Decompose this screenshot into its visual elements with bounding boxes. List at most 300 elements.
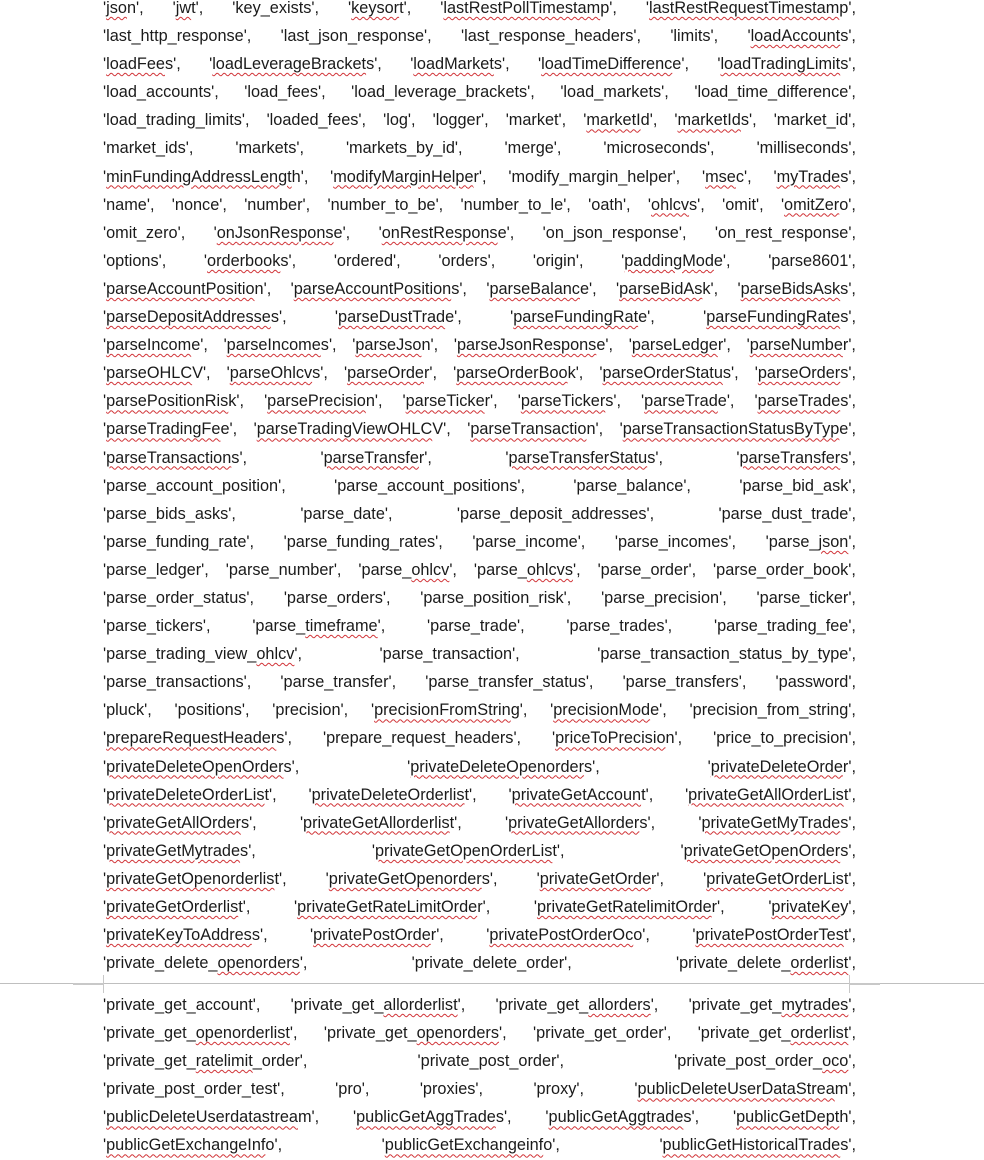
spellcheck-squiggle: parseFundingRate xyxy=(706,308,841,327)
identifier-token: 'parseDustTrade', xyxy=(334,308,462,327)
identifier-token: 'precision_from_string', xyxy=(689,701,856,720)
spellcheck-squiggle: allorderlist xyxy=(383,996,458,1014)
spellcheck-squiggle: mse xyxy=(705,167,736,186)
identifier-token: 'parseIncome', xyxy=(103,336,208,355)
identifier-token: 'precisionFromString', xyxy=(370,701,528,720)
document-page-2 xyxy=(103,991,856,1160)
text-line xyxy=(103,668,856,696)
identifier-token: 'parseTrade', xyxy=(641,392,735,411)
identifier-token: 'parse_transfer_status', xyxy=(425,673,594,692)
spellcheck-squiggle: privateGetOpenOrderLis xyxy=(374,841,553,860)
identifier-token: 'parse_transactions', xyxy=(103,673,252,692)
identifier-token: 'privateGetOpenorderlist', xyxy=(103,869,287,888)
spellcheck-squiggle: privateGetMyTrade xyxy=(701,813,841,832)
identifier-token: 'parseTrades', xyxy=(754,392,856,411)
spellcheck-squiggle: orderbook xyxy=(207,251,281,270)
identifier-token: 'parseOrderStatus', xyxy=(599,364,739,383)
identifier-token: 'publicGetAggtrades', xyxy=(545,1108,700,1127)
identifier-token: 'last_json_response', xyxy=(280,27,432,46)
identifier-token: 'parse_ledger', xyxy=(103,560,209,579)
text-line xyxy=(103,809,856,837)
text-line xyxy=(103,387,856,415)
spellcheck-squiggle: onJsonRespons xyxy=(216,223,334,242)
identifier-token: 'private_delete_order', xyxy=(411,954,572,973)
identifier-token: 'privatePostOrderOco', xyxy=(486,926,650,945)
identifier-token: 'parseDepositAddresses', xyxy=(103,308,287,327)
identifier-token: 'parsePositionRisk', xyxy=(103,392,245,411)
spellcheck-squiggle: loadAccount xyxy=(750,27,841,46)
identifier-token: 'onRestResponse', xyxy=(378,223,515,242)
spellcheck-squiggle: parseIncom xyxy=(106,336,192,355)
identifier-token: 'omit', xyxy=(722,195,764,214)
text-line xyxy=(103,696,856,724)
identifier-token: 'last_http_response', xyxy=(103,27,252,46)
identifier-token: 'parseTradingFee', xyxy=(103,420,238,439)
identifier-token: 'jwt', xyxy=(172,0,204,17)
spellcheck-squiggle: privateGetOrderLis xyxy=(706,869,844,888)
identifier-token: 'privatePostOrderTest', xyxy=(692,926,856,945)
identifier-token: 'privateGetAllOrders', xyxy=(103,813,257,832)
identifier-token: 'parseFundingRate', xyxy=(510,308,655,327)
identifier-token: 'load_accounts', xyxy=(103,83,219,102)
spellcheck-squiggle: ratelimit xyxy=(195,1052,253,1071)
identifier-token: 'parse_trading_view_ohlcv', xyxy=(103,645,303,664)
identifier-token: 'parse_account_positions', xyxy=(334,476,525,495)
identifier-token: 'number', xyxy=(244,195,311,214)
identifier-token: 'parseJson', xyxy=(352,336,439,355)
text-line xyxy=(103,949,856,977)
identifier-token: 'privateGetAllorders', xyxy=(505,813,656,832)
identifier-token: 'number_to_le', xyxy=(460,195,571,214)
spellcheck-squiggle: parseBidsAsk xyxy=(740,279,841,298)
identifier-token: 'privateGetOpenOrders', xyxy=(680,841,856,860)
identifier-token: 'parse_number', xyxy=(225,560,342,579)
identifier-token: 'parseBidsAsks', xyxy=(737,279,856,298)
spellcheck-squiggle: prepareRequestHeader xyxy=(106,729,277,748)
spellcheck-squiggle: parseTransactionStatusByTyp xyxy=(622,420,840,439)
identifier-token: 'omitZero', xyxy=(780,195,856,214)
identifier-token: 'loadLeverageBrackets', xyxy=(209,55,382,74)
spellcheck-squiggle: loadTradingLimit xyxy=(720,55,841,74)
identifier-token: 'pluck', xyxy=(103,701,152,720)
spellcheck-squiggle: privateGetRatelimitOrde xyxy=(536,898,712,916)
spellcheck-squiggle: privateGetOpenorderlis xyxy=(106,869,275,888)
text-line xyxy=(103,1019,856,1047)
identifier-token: 'last_response_headers', xyxy=(460,27,641,46)
spellcheck-squiggle: privateGetOrde xyxy=(539,869,652,888)
spellcheck-squiggle: lastRestRequestTimestam xyxy=(648,0,840,17)
identifier-token: 'prepareRequestHeaders', xyxy=(103,729,293,748)
spellcheck-squiggle: parseTrad xyxy=(644,392,718,411)
text-line xyxy=(103,472,856,500)
spellcheck-squiggle: publicGetHistoricalTrade xyxy=(662,1136,841,1155)
spellcheck-squiggle: orderlist xyxy=(790,1024,849,1043)
text-line xyxy=(103,500,856,528)
identifier-token: 'publicGetDepth', xyxy=(733,1108,856,1127)
identifier-token: 'parseFundingRates', xyxy=(703,308,856,327)
identifier-token: 'private_post_order', xyxy=(417,1052,565,1071)
identifier-token: 'limits', xyxy=(670,27,719,46)
identifier-token: 'parse_bids_asks', xyxy=(103,504,236,523)
identifier-token: 'proxy', xyxy=(533,1080,584,1099)
text-line xyxy=(103,612,856,640)
spellcheck-squiggle: onRestRespons xyxy=(381,223,498,242)
identifier-token: 'parse_trading_fee', xyxy=(713,617,856,636)
spellcheck-squiggle: ohlcv xyxy=(651,195,690,214)
spellcheck-squiggle: parseIncome xyxy=(226,336,321,355)
text-line xyxy=(103,893,856,921)
identifier-token: 'private_get_openorderlist', xyxy=(103,1024,298,1043)
spellcheck-squiggle: privateDeleteOrderlis xyxy=(311,785,465,804)
text-line xyxy=(103,991,856,1019)
crop-mark-top-right xyxy=(849,975,880,984)
identifier-token: 'privateGetRateLimitOrder', xyxy=(294,898,491,916)
text-line xyxy=(103,444,856,472)
spellcheck-squiggle: parseOrde xyxy=(347,364,424,383)
spellcheck-squiggle: parseTransfe xyxy=(323,448,419,467)
identifier-token: 'parse_trades', xyxy=(566,617,673,636)
identifier-token: 'load_leverage_brackets', xyxy=(351,83,535,102)
identifier-token: 'privateGetOrder', xyxy=(536,869,665,888)
identifier-token: 'privateKey', xyxy=(768,898,856,916)
identifier-token: 'private_get_allorders', xyxy=(495,996,659,1014)
spellcheck-squiggle: privateGetAllOrderLis xyxy=(688,785,844,804)
identifier-token: 'parseJsonResponse', xyxy=(453,336,614,355)
identifier-token: 'parse_transaction_status_by_type', xyxy=(597,645,856,664)
spellcheck-squiggle: parseAccountPosition xyxy=(293,279,452,298)
identifier-token: 'loadTimeDifference', xyxy=(537,55,689,74)
spellcheck-squiggle: parseOrderStatu xyxy=(602,364,723,383)
spellcheck-squiggle: priceToPrecisio xyxy=(555,729,666,748)
identifier-token: 'loadAccounts', xyxy=(747,27,856,46)
spellcheck-squiggle: parseJso xyxy=(355,336,422,355)
spellcheck-squiggle: ohlcv xyxy=(411,560,450,579)
identifier-token: 'on_rest_response', xyxy=(714,223,856,242)
identifier-token: 'parseTradingViewOHLCV', xyxy=(253,420,451,439)
spellcheck-squiggle: privateKeyToAddres xyxy=(106,926,252,945)
spellcheck-squiggle: parseAccountPositio xyxy=(106,279,255,298)
spellcheck-squiggle: marketId xyxy=(677,111,741,130)
identifier-token: 'privateGetOrderList', xyxy=(703,869,856,888)
identifier-token: 'privateDeleteOrderList', xyxy=(103,785,277,804)
spellcheck-squiggle: loadMarket xyxy=(413,55,494,74)
spellcheck-squiggle: parseDustTrad xyxy=(338,308,446,327)
text-line xyxy=(103,191,856,219)
identifier-token: 'privateDeleteOpenorders', xyxy=(407,757,600,776)
text-line xyxy=(103,106,856,134)
identifier-token: 'parseTransferStatus', xyxy=(505,448,663,467)
identifier-token: 'parse_ticker', xyxy=(756,588,856,607)
identifier-token: 'oath', xyxy=(588,195,631,214)
identifier-token: 'markets_by_id', xyxy=(345,139,463,158)
identifier-token: 'name', xyxy=(103,195,155,214)
identifier-token: 'privateGetOrderlist', xyxy=(103,898,251,916)
identifier-token: 'loadMarkets', xyxy=(410,55,510,74)
identifier-token: 'modifyMarginHelper', xyxy=(330,167,487,186)
text-line xyxy=(103,1075,856,1103)
identifier-token: 'lastRestPollTimestamp', xyxy=(440,0,617,17)
text-line xyxy=(103,219,856,247)
identifier-token: 'parseTicker', xyxy=(402,392,498,411)
identifier-token: 'number_to_be', xyxy=(327,195,444,214)
identifier-token: 'parse_transfer', xyxy=(280,673,397,692)
identifier-token: 'privateGetMyTrades', xyxy=(698,813,856,832)
spellcheck-squiggle: privateGetRateLimitOrde xyxy=(297,898,478,916)
identifier-token: 'parse_order_book', xyxy=(713,560,856,579)
text-line xyxy=(103,50,856,78)
spellcheck-squiggle: mytrades xyxy=(781,996,849,1014)
identifier-token: 'private_post_order_oco', xyxy=(674,1052,856,1071)
identifier-token: 'private_post_order_test', xyxy=(103,1080,285,1099)
identifier-token: 'minFundingAddressLength', xyxy=(103,167,309,186)
identifier-token: 'privateDeleteOrderlist', xyxy=(308,785,477,804)
identifier-token: 'privateDeleteOpenOrders', xyxy=(103,757,300,776)
spellcheck-squiggle: parseLedge xyxy=(631,336,718,355)
spellcheck-squiggle: publicDeleteUserDataStrea xyxy=(637,1080,835,1099)
spellcheck-squiggle: parsePrecisio xyxy=(267,392,366,411)
spellcheck-squiggle: allorders xyxy=(588,996,651,1014)
identifier-token: 'parse_transaction', xyxy=(379,645,520,664)
identifier-token: 'precisionMode', xyxy=(550,701,667,720)
spellcheck-squiggle: orderlist xyxy=(790,954,849,973)
spellcheck-squiggle: precisionFromStrin xyxy=(374,701,511,720)
identifier-token: 'onJsonResponse', xyxy=(213,223,351,242)
text-line xyxy=(103,247,856,275)
identifier-token: 'parseOrderBook', xyxy=(453,364,584,383)
text-line xyxy=(103,640,856,668)
identifier-token: 'market_id', xyxy=(773,111,856,130)
identifier-token: 'private_delete_orderlist', xyxy=(675,954,856,973)
identifier-token: 'json', xyxy=(103,0,144,17)
identifier-token: 'private_get_account', xyxy=(103,996,261,1014)
identifier-token: 'parseLedger', xyxy=(628,336,731,355)
spellcheck-squiggle: parsePositionRis xyxy=(106,392,229,411)
spellcheck-squiggle: parseDepositAddresse xyxy=(106,308,271,327)
identifier-token: 'parseTransaction', xyxy=(467,420,604,439)
spellcheck-squiggle: privateDeleteOrde xyxy=(710,757,843,776)
identifier-token: 'parse_transfers', xyxy=(622,673,747,692)
spellcheck-squiggle: openorders xyxy=(416,1024,499,1043)
spellcheck-squiggle: privateGetMytrade xyxy=(106,841,241,860)
spellcheck-squiggle: privatePostOrderOc xyxy=(489,926,634,945)
spellcheck-squiggle: parseTrade xyxy=(757,392,841,411)
spellcheck-squiggle: parseJsonRespons xyxy=(456,336,597,355)
text-line xyxy=(103,556,856,584)
identifier-token: 'parse_timeframe', xyxy=(252,617,386,636)
spellcheck-squiggle: marketI xyxy=(586,111,641,130)
spellcheck-squiggle: publicGetAggTrade xyxy=(356,1108,496,1127)
spellcheck-squiggle: parseBalanc xyxy=(489,279,580,298)
text-line xyxy=(103,584,856,612)
identifier-token: 'privateGetRatelimitOrder', xyxy=(533,898,725,916)
text-line xyxy=(103,163,856,191)
identifier-token: 'privateDeleteOrder', xyxy=(707,757,856,776)
text-line xyxy=(103,134,856,162)
identifier-token: 'parse_trade', xyxy=(427,617,525,636)
text-line xyxy=(103,1103,856,1131)
identifier-token: 'parse_dust_trade', xyxy=(718,504,856,523)
identifier-token: 'load_trading_limits', xyxy=(103,111,250,130)
identifier-token: 'privateGetAllOrderList', xyxy=(685,785,856,804)
identifier-token: 'loaded_fees', xyxy=(266,111,367,130)
identifier-token: 'parse_tickers', xyxy=(103,617,211,636)
identifier-token: 'parseIncomes', xyxy=(223,336,337,355)
spellcheck-squiggle: parseTransfer xyxy=(739,448,841,467)
identifier-token: 'password', xyxy=(775,673,856,692)
spellcheck-squiggle: parseTradingFe xyxy=(106,420,221,439)
identifier-token: 'privateGetOpenorders', xyxy=(325,869,498,888)
identifier-token: 'load_markets', xyxy=(560,83,669,102)
text-line xyxy=(103,528,856,556)
identifier-token: 'publicGetExchangeInfo', xyxy=(103,1136,283,1155)
crop-mark-top-left xyxy=(73,975,104,984)
spellcheck-squiggle: parseOhlcv xyxy=(229,364,313,383)
spellcheck-squiggle: ohlcvs xyxy=(526,560,573,579)
spellcheck-squiggle: minFundingAddressLengt xyxy=(106,167,292,186)
spellcheck-squiggle: privateDeleteOpenorder xyxy=(410,757,585,776)
spellcheck-squiggle: publicGetDept xyxy=(736,1108,840,1127)
spellcheck-squiggle: jso xyxy=(106,0,127,17)
spellcheck-squiggle: privateGetOpenOrder xyxy=(683,841,841,860)
identifier-token: 'logger', xyxy=(432,111,489,130)
text-line xyxy=(103,1047,856,1075)
identifier-token: 'priceToPrecision', xyxy=(552,729,683,748)
text-line xyxy=(103,0,856,22)
spellcheck-squiggle: privateKe xyxy=(771,898,841,916)
spellcheck-squiggle: loadFee xyxy=(106,55,165,74)
identifier-token: 'parseOhlcvs', xyxy=(226,364,328,383)
identifier-token: 'private_get_openorders', xyxy=(323,1024,507,1043)
identifier-token: 'markets', xyxy=(235,139,304,158)
spellcheck-squiggle: privateGetOpenorder xyxy=(328,869,482,888)
text-line xyxy=(103,78,856,106)
identifier-token: 'privateGetMytrades', xyxy=(103,841,256,860)
spellcheck-squiggle: publicDeleteUserdatastrea xyxy=(106,1108,298,1127)
spellcheck-squiggle: privateDeleteOrderLis xyxy=(106,785,265,804)
spellcheck-squiggle: publicGetAggtrade xyxy=(548,1108,684,1127)
document-page-1 xyxy=(103,0,856,977)
identifier-token: 'on_json_response', xyxy=(542,223,687,242)
identifier-token: 'parse_orders', xyxy=(283,588,391,607)
text-line xyxy=(103,275,856,303)
spellcheck-squiggle: openorders xyxy=(217,954,300,973)
identifier-token: 'load_time_difference', xyxy=(694,83,856,102)
identifier-token: 'orders', xyxy=(438,251,496,270)
text-line xyxy=(103,781,856,809)
identifier-token: 'parseTickers', xyxy=(517,392,622,411)
identifier-token: 'parse_json', xyxy=(765,532,856,551)
spellcheck-squiggle: lastRestPollTimestam xyxy=(443,0,601,17)
identifier-token: 'parse_position_risk', xyxy=(420,588,572,607)
text-line xyxy=(103,303,856,331)
identifier-token: 'parse_order_status', xyxy=(103,588,255,607)
identifier-token: 'parseTransfer', xyxy=(320,448,432,467)
spellcheck-squiggle: privateGetAllOrder xyxy=(106,813,241,832)
spellcheck-squiggle: privateGetOrderlis xyxy=(106,898,239,916)
identifier-token: 'parse_account_position', xyxy=(103,476,286,495)
identifier-token: 'keysort', xyxy=(348,0,412,17)
identifier-token: 'msec', xyxy=(702,167,752,186)
identifier-token: 'parseAccountPosition', xyxy=(103,279,272,298)
text-line xyxy=(103,331,856,359)
identifier-token: 'privateKeyToAddress', xyxy=(103,926,268,945)
identifier-token: 'publicGetAggTrades', xyxy=(353,1108,512,1127)
identifier-token: 'lastRestRequestTimestamp', xyxy=(645,0,856,17)
spellcheck-squiggle: oco xyxy=(822,1052,849,1071)
identifier-token: 'parseOrders', xyxy=(754,364,856,383)
spellcheck-squiggle: privateGetAllorderlis xyxy=(303,813,450,832)
identifier-token: 'ordered', xyxy=(333,251,401,270)
identifier-token: 'parse_ohlcvs', xyxy=(473,560,581,579)
identifier-token: 'microseconds', xyxy=(603,139,715,158)
identifier-token: 'privateGetAllorderlist', xyxy=(299,813,462,832)
identifier-token: 'privatePostOrder', xyxy=(310,926,444,945)
identifier-token: 'parseOHLCV', xyxy=(103,364,211,383)
spellcheck-squiggle: ohlcv xyxy=(256,645,295,664)
identifier-token: 'parse_deposit_addresses', xyxy=(456,504,655,523)
spellcheck-squiggle: timeframe xyxy=(305,617,378,636)
spellcheck-squiggle: publicGetExchangeInf xyxy=(106,1136,266,1155)
identifier-token: 'private_get_mytrades', xyxy=(688,996,856,1014)
identifier-token: 'parseAccountPositions', xyxy=(290,279,467,298)
text-line xyxy=(103,359,856,387)
text-line xyxy=(103,724,856,752)
identifier-token: 'private_get_allorderlist', xyxy=(290,996,466,1014)
spellcheck-squiggle: parseTicke xyxy=(405,392,485,411)
identifier-token: 'parseNumber', xyxy=(746,336,856,355)
spellcheck-squiggle: parseTradingViewOHLC xyxy=(256,420,433,439)
identifier-token: 'parse_precision', xyxy=(601,588,727,607)
text-line xyxy=(103,921,856,949)
identifier-token: 'publicDeleteUserdatastream', xyxy=(103,1108,320,1127)
identifier-token: 'price_to_precision', xyxy=(713,729,856,748)
identifier-token: 'marketIds', xyxy=(674,111,757,130)
identifier-token: 'parse_balance', xyxy=(573,476,691,495)
spellcheck-squiggle: privatePostOrderTes xyxy=(695,926,844,945)
identifier-token: 'merge', xyxy=(504,139,562,158)
page-break-line xyxy=(0,983,984,984)
identifier-token: 'parse_funding_rates', xyxy=(283,532,443,551)
spellcheck-squiggle: parseOHLC xyxy=(106,364,193,383)
identifier-token: 'origin', xyxy=(532,251,584,270)
identifier-token: 'nonce', xyxy=(171,195,227,214)
identifier-token: 'orderbooks', xyxy=(203,251,297,270)
identifier-token: 'publicDeleteUserDataStream', xyxy=(634,1080,856,1099)
identifier-token: 'myTrades', xyxy=(773,167,856,186)
identifier-token: 'loadFees', xyxy=(103,55,181,74)
identifier-token: 'loadTradingLimits', xyxy=(717,55,856,74)
identifier-token: 'key_exists', xyxy=(232,0,320,17)
spellcheck-squiggle: paddingMod xyxy=(624,251,714,270)
identifier-token: 'proxies', xyxy=(419,1080,484,1099)
text-line xyxy=(103,837,856,865)
identifier-token: 'parse8601', xyxy=(768,251,856,270)
identifier-token: 'parsePrecision', xyxy=(264,392,383,411)
identifier-token: 'omit_zero', xyxy=(103,223,186,242)
identifier-token: 'options', xyxy=(103,251,167,270)
identifier-token: 'parse_income', xyxy=(472,532,586,551)
spellcheck-squiggle: privateDeleteOpenOrder xyxy=(106,757,284,776)
text-line xyxy=(103,22,856,50)
text-line xyxy=(103,865,856,893)
identifier-token: 'parseOrder', xyxy=(343,364,438,383)
text-line xyxy=(103,1131,856,1159)
identifier-token: 'pro', xyxy=(335,1080,370,1099)
spellcheck-squiggle: json xyxy=(818,532,849,551)
spellcheck-squiggle: openorderlist xyxy=(195,1024,290,1043)
identifier-token: 'market', xyxy=(505,111,567,130)
identifier-token: 'positions', xyxy=(174,701,250,720)
